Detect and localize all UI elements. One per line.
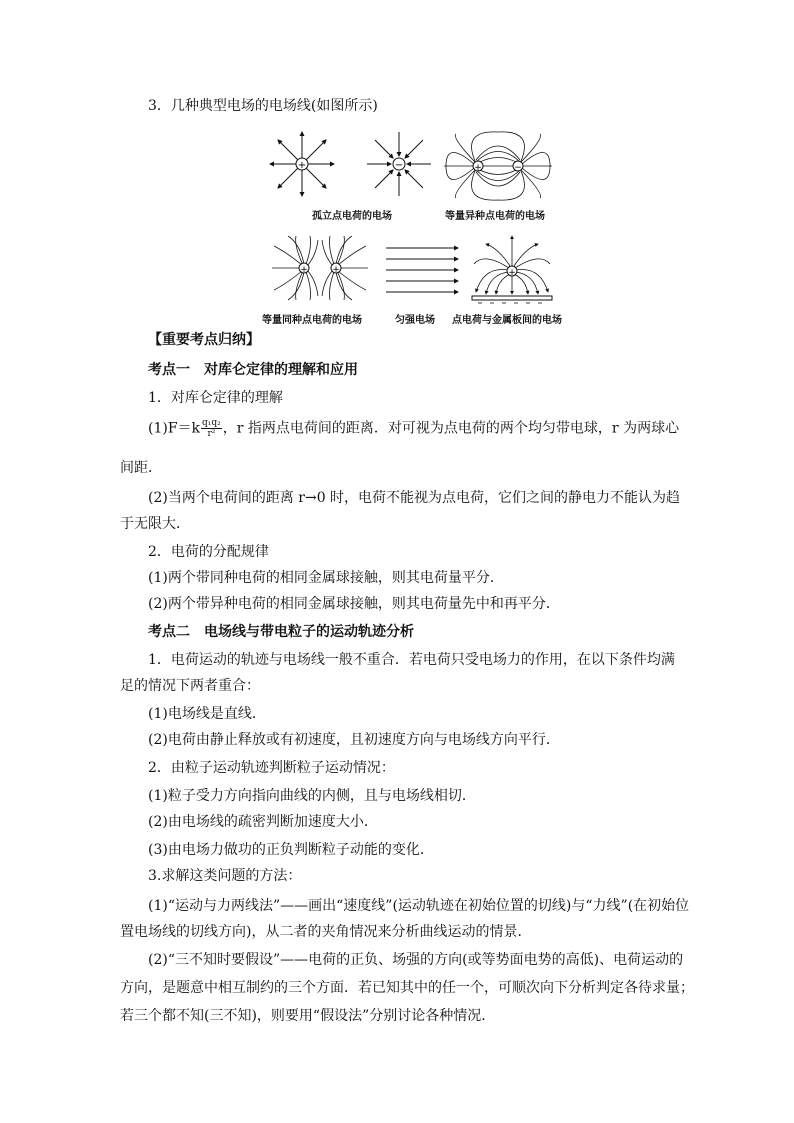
kp2-p7-line2: 方向，是题意中相互制约的三个方面．若已知其中的任一个，可顺次向下分析判定各待求量； [120, 980, 694, 996]
kp2-title: 考点二 电场线与带电粒子的运动轨迹分析 [148, 624, 414, 640]
charge-sign: + [474, 163, 482, 173]
kp2-p2: (2)电荷由静止释放或有初速度，且初速度方向与电场线方向平行． [148, 732, 560, 748]
caption-charge-plate: 点电荷与金属板间的电场 [452, 315, 562, 326]
section-3-heading: 3．几种典型电场的电场线(如图所示) [148, 98, 378, 114]
formula-numerator: q₁q₂ [202, 418, 221, 428]
kp2-section-3: 3.求解这类问题的方法： [148, 868, 302, 884]
caption-same-charges: 等量同种点电荷的电场 [262, 315, 362, 326]
same-charges-diagram [270, 234, 370, 302]
isolated-negative-charge-diagram [365, 130, 433, 198]
kp2-p6-line1: (1)“运动与力两线法”——画出“速度线”(运动轨迹在初始位置的切线)与“力线”(在初始位 [148, 898, 690, 914]
opposite-charges-diagram [442, 130, 554, 202]
kp1-coulomb-formula-line [148, 418, 679, 439]
kp1-title: 考点一 对库仑定律的理解和应用 [148, 362, 358, 378]
kp1-section-2: 2．电荷的分配规律 [148, 544, 269, 560]
kp1-section-1: 1．对库仑定律的理解 [148, 390, 283, 406]
kp2-s1-line2: 足的情况下两者重合： [120, 678, 260, 694]
caption-opposite-charges: 等量异种点电荷的电场 [445, 211, 545, 222]
kp2-section-2: 2．由粒子运动轨迹判断粒子运动情况： [148, 760, 395, 776]
formula-denominator: r² [207, 429, 216, 439]
kp2-s1-line1: 1．电荷运动的轨迹与电场线一般不重合．若电荷只受电场力的作用，在以下条件均满 [148, 652, 675, 668]
charge-and-plate-diagram [470, 234, 554, 306]
kp2-p6-line2: 置电场线的切线方向)，从二者的夹角情况来分析曲线运动的情景． [120, 924, 532, 940]
caption-isolated-charge: 孤立点电荷的电场 [312, 211, 392, 222]
isolated-positive-charge-diagram [268, 130, 336, 198]
formula-suffix: ，r 指两点电荷间的距离．对可视为点电荷的两个均匀带电球，r 为两球心 [222, 420, 680, 437]
formula-fraction [201, 418, 222, 439]
charge-sign: + [297, 160, 307, 171]
kp1-p2-line2: 于无限大． [120, 516, 190, 532]
caption-uniform-field: 匀强电场 [395, 315, 435, 326]
charge-sign: + [332, 265, 340, 275]
kp1-p4: (2)两个带异种电荷的相同金属球接触，则其电荷量先中和再平分． [148, 596, 560, 612]
kp1-p1-cont: 间距． [120, 460, 162, 476]
charge-sign: + [508, 268, 516, 278]
key-points-heading: 【重要考点归纳】 [148, 332, 260, 348]
kp1-p3: (1)两个带同种电荷的相同金属球接触，则其电荷量平分． [148, 570, 504, 586]
kp2-p4: (2)由电场线的疏密判断加速度大小． [148, 814, 378, 830]
kp2-p7-line3: 若三个都不知(三不知)，则要用“假设法”分别讨论各种情况． [120, 1008, 496, 1024]
charge-sign: − [514, 163, 522, 173]
kp2-p3: (1)粒子受力方向指向曲线的内侧，且与电场线相切． [148, 788, 476, 804]
uniform-field-diagram [382, 244, 462, 296]
charge-sign: + [300, 265, 308, 275]
kp2-p7-line1: (2)“三不知时要假设”——电荷的正负、场强的方向(或等势面电势的高低)、电荷运动的 [148, 952, 684, 968]
kp2-p5: (3)由电场力做功的正负判断粒子动能的变化． [148, 842, 434, 858]
kp1-p2-line1: (2)当两个电荷间的距离 r→0 时，电荷不能视为点电荷，它们之间的静电力不能认为趋 [148, 490, 681, 506]
formula-prefix: (1)F＝k [148, 420, 201, 437]
kp2-p1: (1)电场线是直线． [148, 706, 266, 722]
charge-sign: − [394, 160, 404, 171]
